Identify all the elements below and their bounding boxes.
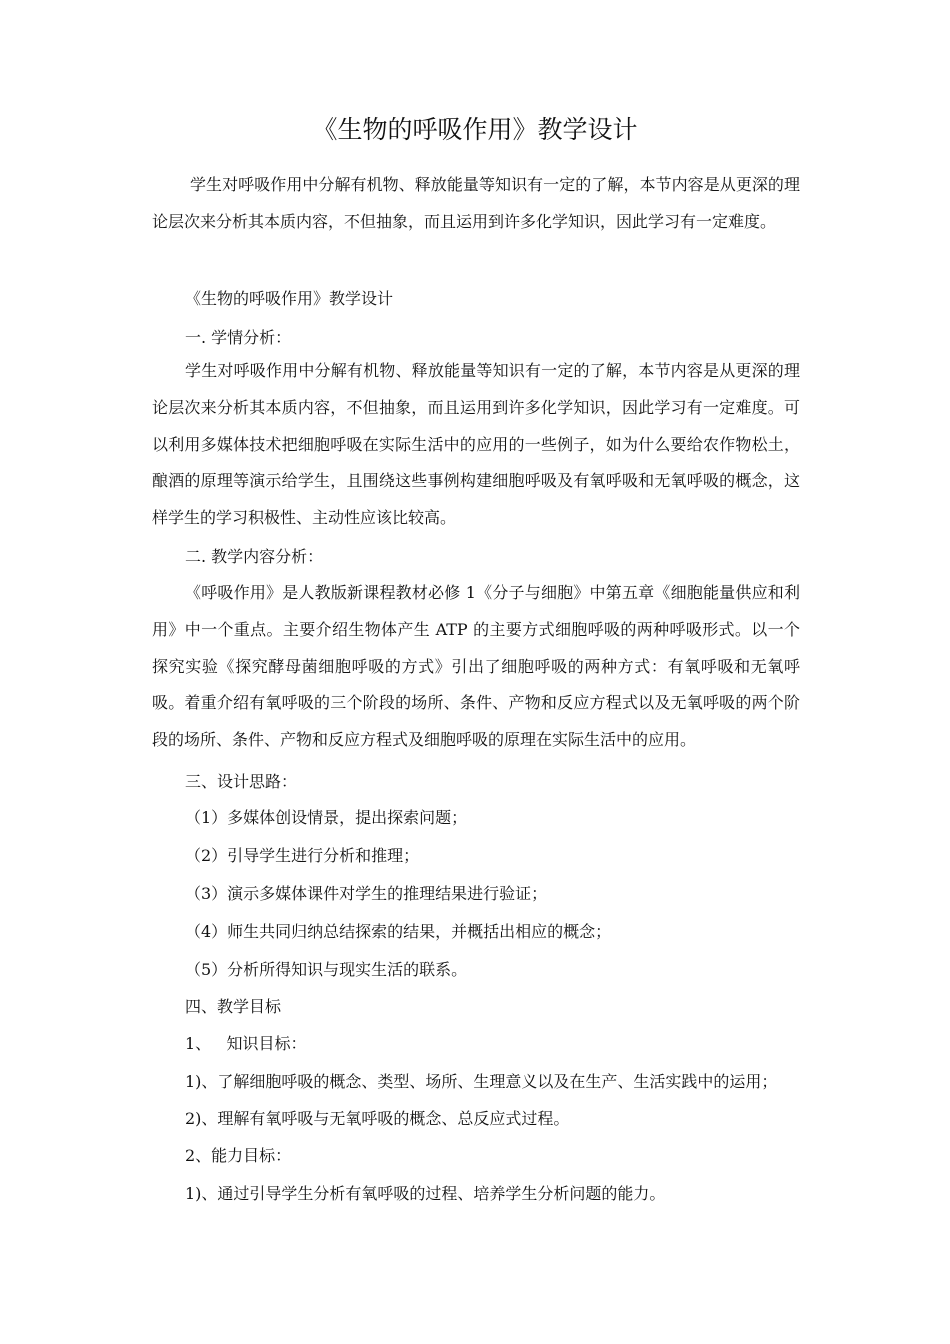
- subtitle: 《生物的呼吸作用》教学设计: [185, 289, 394, 308]
- section-4-heading: 四、教学目标: [185, 997, 282, 1016]
- design-step-item: （1）多媒体创设情景，提出探索问题；: [185, 808, 468, 827]
- section-2-paragraph: 《呼吸作用》是人教版新课程教材必修 1《分子与细胞》中第五章《细胞能量供应和利用》中一个重点。主要介绍生物体产生 ATP 的主要方式细胞呼吸的两种呼吸形式。以一个探究实验《探究酵母菌细胞呼吸的方式》引出了细胞呼吸的两种方式：有氧呼吸和无氧呼吸。着重介绍有氧呼吸的三个阶段的场所、条件、产物和反应方程式以及无氧呼吸的两个阶段的场所、条件、产物和反应方程式及细胞呼吸的原理在实际生活中的应用。: [152, 583, 800, 750]
- knowledge-goal-heading: 1、 知识目标：: [185, 1034, 307, 1053]
- knowledge-goal-item: 2)、理解有氧呼吸与无氧呼吸的概念、总反应式过程。: [185, 1109, 570, 1128]
- intro-paragraph: 学生对呼吸作用中分解有机物、释放能量等知识有一定的了解，本节内容是从更深的理论层次来分析其本质内容，不但抽象，而且运用到许多化学知识，因此学习有一定难度。: [152, 175, 800, 231]
- section-1-heading: 一. 学情分析：: [185, 328, 292, 347]
- design-step-item: （5）分析所得知识与现实生活的联系。: [185, 960, 468, 979]
- design-step-item: （4）师生共同归纳总结探索的结果，并概括出相应的概念；: [185, 922, 612, 941]
- section-3-heading: 三、设计思路：: [185, 772, 298, 791]
- ability-goal-heading: 2、能力目标：: [185, 1146, 292, 1165]
- knowledge-goal-item: 1)、了解细胞呼吸的概念、类型、场所、生理意义以及在生产、生活实践中的运用；: [185, 1072, 778, 1091]
- section-1-paragraph: 学生对呼吸作用中分解有机物、释放能量等知识有一定的了解，本节内容是从更深的理论层次来分析其本质内容，不但抽象，而且运用到许多化学知识，因此学习有一定难度。可以利用多媒体技术把细胞呼吸在实际生活中的应用的一些例子，如为什么要给农作物松土，酿酒的原理等演示给学生，且围绕这些事例构建细胞呼吸及有氧呼吸和无氧呼吸的概念，这样学生的学习积极性、主动性应该比较高。: [152, 361, 800, 528]
- document-title: 《生物的呼吸作用》教学设计: [312, 115, 638, 144]
- ability-goal-item: 1)、通过引导学生分析有氧呼吸的过程、培养学生分析问题的能力。: [185, 1184, 666, 1203]
- section-2-heading: 二. 教学内容分析：: [185, 547, 324, 566]
- design-step-item: （2）引导学生进行分析和推理；: [185, 846, 420, 865]
- design-step-item: （3）演示多媒体课件对学生的推理结果进行验证；: [185, 884, 548, 903]
